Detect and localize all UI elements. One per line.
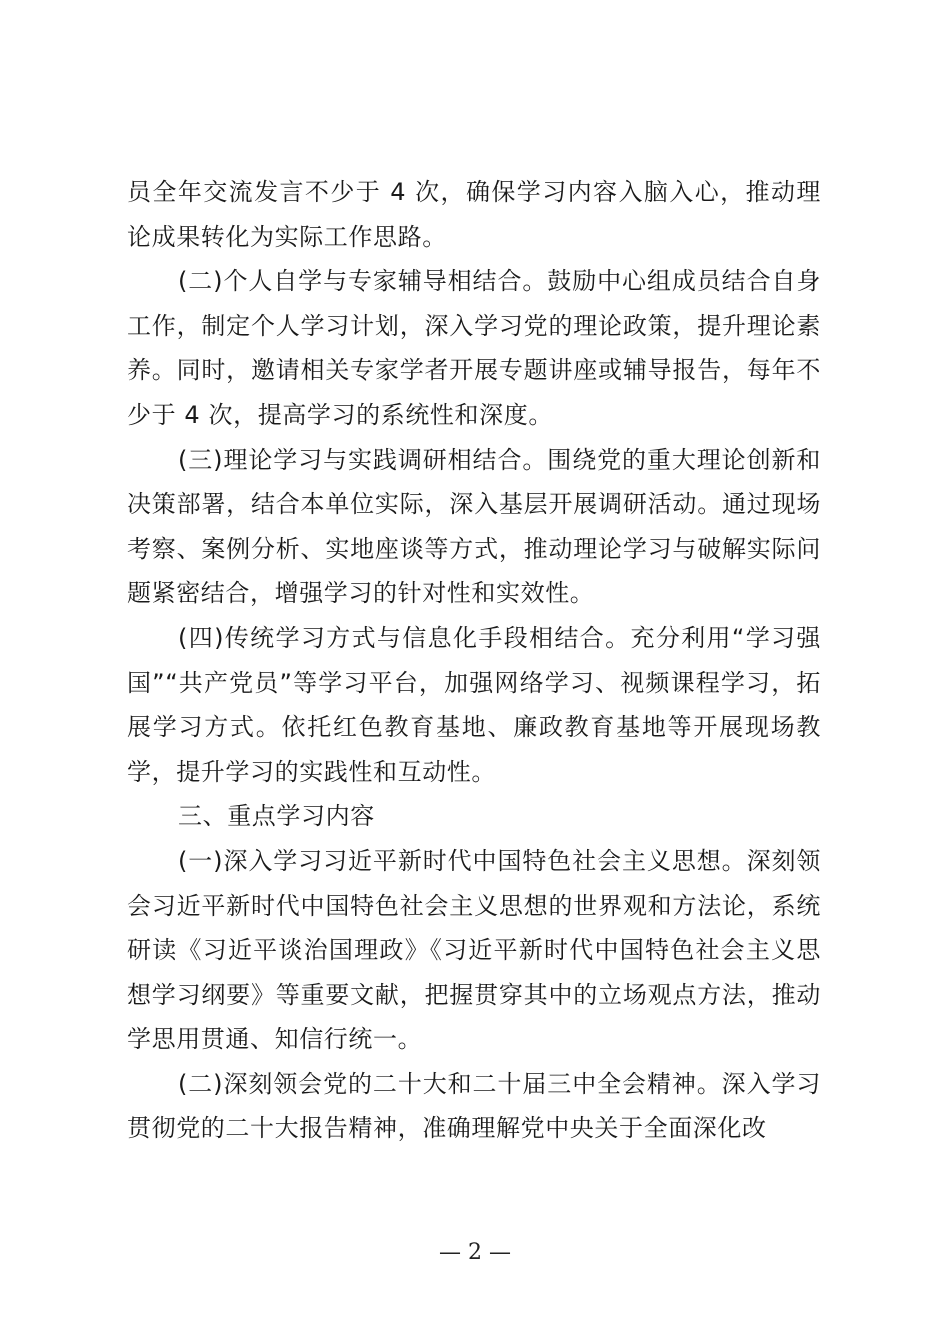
document-body	[127, 170, 821, 1151]
section-heading: 三、重点学习内容	[178, 802, 375, 831]
paragraph-item-3: (三)理论学习与实践调研相结合。围绕党的重大理论创新和决策部署，结合本单位实际，深入基层开展调研活动。通过现场考察、案例分析、实地座谈等方式，推动理论学习与破解实际问题紧密结合，增强学习的针对性和实效性。	[127, 445, 821, 608]
paragraph-continuation: 员全年交流发言不少于 4 次，确保学习内容入脑入心，推动理论成果转化为实际工作思路。	[127, 178, 821, 251]
page-number: — 2 —	[439, 1240, 511, 1265]
paragraph-item-2: (二)个人自学与专家辅导相结合。鼓励中心组成员结合自身工作，制定个人学习计划，深入学习党的理论政策，提升理论素养。同时，邀请相关专家学者开展专题讲座或辅导报告，每年不少于 4 次，提高学习的系统性和深度。	[127, 267, 821, 429]
paragraph-content-2: (二)深刻领会党的二十大和二十届三中全会精神。深入学习贯彻党的二十大报告精神，准确理解党中央关于全面深化改	[127, 1069, 821, 1143]
paragraph-item-4: (四)传统学习方式与信息化手段相结合。充分利用“学习强国”“共产党员”等学习平台，加强网络学习、视频课程学习，拓展学习方式。依托红色教育基地、廉政教育基地等开展现场教学，提升学习的实践性和互动性。	[127, 623, 821, 786]
paragraph-content-1: (一)深入学习习近平新时代中国特色社会主义思想。深刻领会习近平新时代中国特色社会主义思想的世界观和方法论，系统研读《习近平谈治国理政》《习近平新时代中国特色社会主义思想学习纲要》等重要文献，把握贯穿其中的立场观点方法，推动学思用贯通、知信行统一。	[127, 846, 821, 1054]
